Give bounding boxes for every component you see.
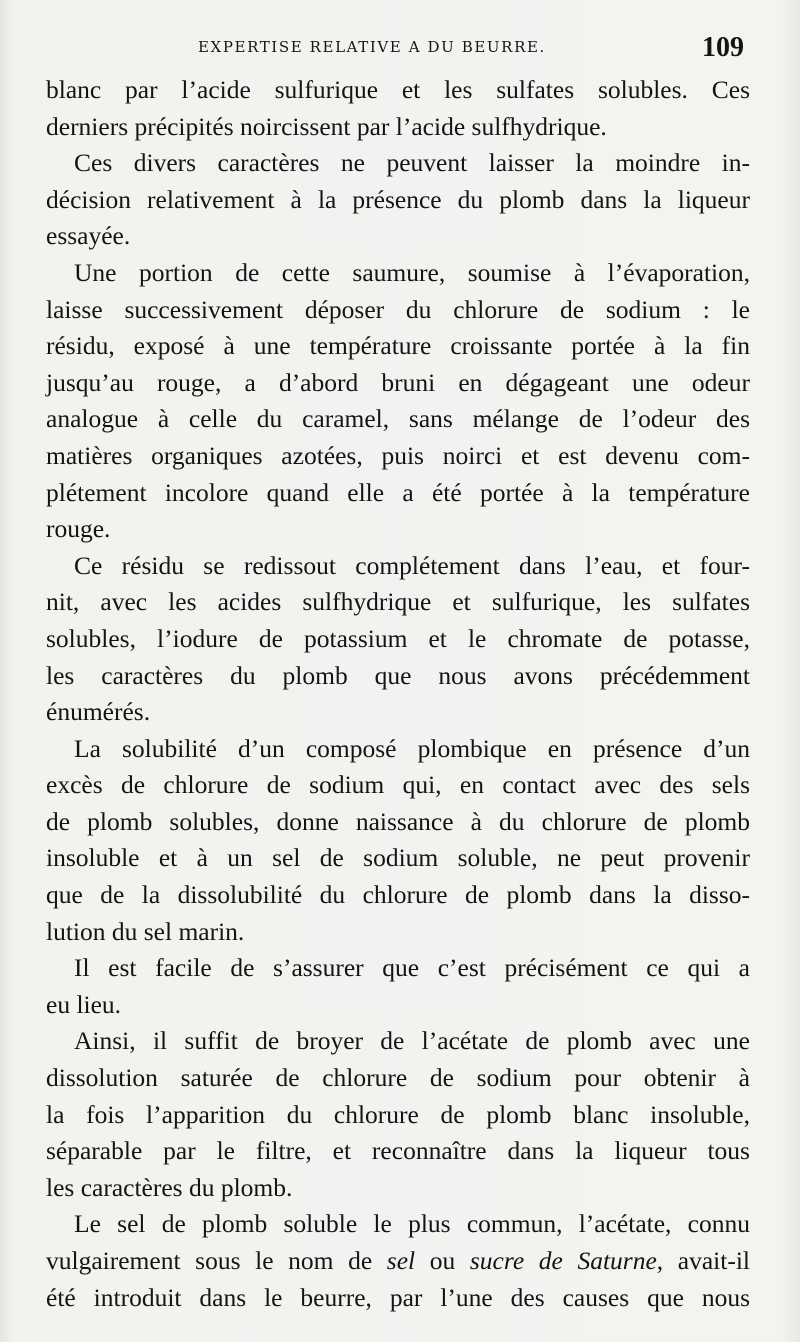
text-line: énumérés. xyxy=(46,697,151,727)
text-line: de plomb solubles, donne naissance à du chlorure de plomb xyxy=(46,806,750,836)
text-line: Ce résidu se redissout complétement dans l’eau, et four- xyxy=(74,550,750,580)
text-line: la fois l’apparition du chlorure de plomb blanc insoluble, xyxy=(46,1099,750,1129)
text-line: Ainsi, il suffit de broyer de l’acétate de plomb avec une xyxy=(74,1026,750,1056)
text-run: ou xyxy=(415,1246,470,1275)
running-head: EXPERTISE RELATIVE A DU BEURRE. xyxy=(198,38,546,56)
text-line: laisse successivement déposer du chlorure de sodium : le xyxy=(46,294,750,324)
text-line: plétement incolore quand elle a été portée à la température xyxy=(46,477,750,507)
text-line: été introduit dans le beurre, par l’une des causes que nous xyxy=(46,1282,750,1312)
text-line: matières organiques azotées, puis noirci et est devenu com- xyxy=(46,440,750,470)
text-line: séparable par le filtre, et reconnaître dans la liqueur tous xyxy=(46,1136,750,1166)
page-number: 109 xyxy=(702,32,744,63)
page-header xyxy=(0,32,800,70)
text-line: essayée. xyxy=(46,221,131,251)
text-line: solubles, l’iodure de potassium et le chromate de potasse, xyxy=(46,623,750,653)
text-line: les caractères du plomb que nous avons précédemment xyxy=(46,660,750,690)
text-line: Il est facile de s’assurer que c’est précisément ce qui a xyxy=(74,953,750,983)
text-line: Une portion de cette saumure, soumise à l’évaporation, xyxy=(74,257,750,287)
italic-term-sucre-de-saturne: sucre de Saturne xyxy=(469,1246,657,1275)
text-line: Le sel de plomb soluble le plus commun, l’acétate, connu xyxy=(74,1209,750,1239)
text-line: dissolution saturée de chlorure de sodium pour obtenir à xyxy=(46,1063,750,1093)
text-line: eu lieu. xyxy=(46,989,122,1019)
text-line: lution du sel marin. xyxy=(46,916,245,946)
text-run: vulgairement sous le nom de xyxy=(46,1246,387,1275)
text-line: excès de chlorure de sodium qui, en contact avec des sels xyxy=(46,770,750,800)
text-run: , avait-il xyxy=(656,1246,751,1275)
body-text xyxy=(46,72,750,1316)
text-line: Ces divers caractères ne peuvent laisser la moindre in- xyxy=(74,148,750,178)
text-line: que de la dissolubilité du chlorure de plomb dans la disso- xyxy=(46,880,750,910)
text-line: insoluble et à un sel de sodium soluble, ne peut provenir xyxy=(46,843,750,873)
text-line: les caractères du plomb. xyxy=(46,1172,293,1202)
text-line: jusqu’au rouge, a d’abord bruni en dégageant une odeur xyxy=(46,367,750,397)
text-line: décision relativement à la présence du plomb dans la liqueur xyxy=(46,184,750,214)
text-line: derniers précipités noircissent par l’acide sulfhydrique. xyxy=(46,111,607,141)
text-line: La solubilité d’un composé plombique en présence d’un xyxy=(74,733,750,763)
text-line: analogue à celle du caramel, sans mélange de l’odeur des xyxy=(46,404,750,434)
text-line: blanc par l’acide sulfurique et les sulfates solubles. Ces xyxy=(46,75,750,104)
text-line: résidu, exposé à une température croissante portée à la fin xyxy=(46,331,750,361)
text-line: rouge. xyxy=(46,514,111,544)
text-line xyxy=(46,1243,750,1280)
italic-term-sel: sel xyxy=(386,1246,416,1275)
text-line: nit, avec les acides sulfhydrique et sulfurique, les sulfates xyxy=(46,587,750,617)
